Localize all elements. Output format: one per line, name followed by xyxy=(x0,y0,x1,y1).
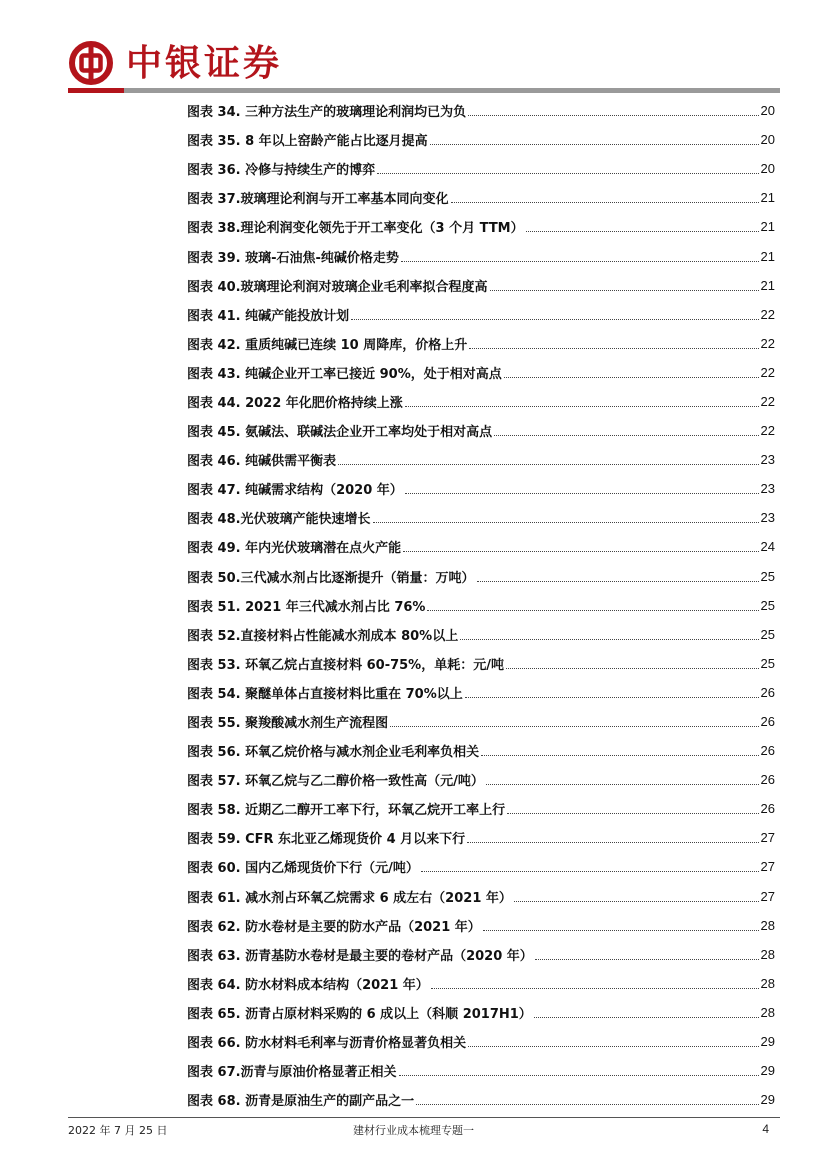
toc-entry-label[interactable]: 图表 56. 环氧乙烷价格与减水剂企业毛利率负相关 xyxy=(187,745,480,761)
toc-entry-page[interactable]: 29 xyxy=(760,1034,775,1050)
toc-entry-label[interactable]: 图表 50.三代减水剂占比逐渐提升（销量：万吨） xyxy=(187,570,475,586)
toc-entry-label[interactable]: 图表 44. 2022 年化肥价格持续上涨 xyxy=(187,395,403,411)
toc-entry[interactable] xyxy=(187,503,775,532)
toc-entry[interactable] xyxy=(187,882,775,911)
toc-dot-leader xyxy=(390,726,758,727)
toc-entry-page[interactable]: 27 xyxy=(760,859,775,875)
toc-entry[interactable] xyxy=(187,1056,775,1085)
toc-entry[interactable] xyxy=(187,1027,775,1056)
toc-dot-leader xyxy=(465,697,759,698)
toc-entry[interactable] xyxy=(187,794,775,823)
toc-dot-leader xyxy=(405,493,759,494)
toc-dot-leader xyxy=(483,930,759,931)
toc-dot-leader xyxy=(506,668,759,669)
toc-entry-label[interactable]: 图表 67.沥青与原油价格显著正相关 xyxy=(187,1065,397,1081)
toc-entry-label[interactable]: 图表 61. 减水剂占环氧乙烷需求 6 成左右（2021 年） xyxy=(187,890,512,906)
toc-entry-label[interactable]: 图表 40.玻璃理论利润对玻璃企业毛利率拟合程度高 xyxy=(187,279,488,295)
toc-entry-label[interactable]: 图表 63. 沥青基防水卷材是最主要的卷材产品（2020 年） xyxy=(187,948,533,964)
toc-entry[interactable] xyxy=(187,620,775,649)
toc-dot-leader xyxy=(526,231,759,232)
toc-entry-page[interactable]: 24 xyxy=(760,539,775,555)
toc-entry-label[interactable]: 图表 55. 聚羧酸减水剂生产流程图 xyxy=(187,716,389,732)
header-rule xyxy=(124,88,780,93)
toc-entry-page[interactable]: 26 xyxy=(760,684,775,700)
toc-entry-label[interactable]: 图表 66. 防水材料毛利率与沥青价格显著负相关 xyxy=(187,1036,467,1052)
toc-entry[interactable] xyxy=(187,271,775,300)
toc-entry-label[interactable]: 图表 48.光伏玻璃产能快速增长 xyxy=(187,512,371,528)
toc-dot-leader xyxy=(403,551,758,552)
toc-entry[interactable] xyxy=(187,183,775,212)
toc-dot-leader xyxy=(351,319,758,320)
toc-entry-label[interactable]: 图表 49. 年内光伏玻璃潜在点火产能 xyxy=(187,541,402,557)
footer-rule xyxy=(68,1117,780,1118)
toc-entry[interactable] xyxy=(187,154,775,183)
toc-entry-page[interactable]: 29 xyxy=(760,1092,775,1108)
toc-entry-label[interactable]: 图表 41. 纯碱产能投放计划 xyxy=(187,308,350,324)
toc-entry[interactable] xyxy=(187,852,775,881)
toc-dot-leader xyxy=(504,377,759,378)
toc-entry-label[interactable]: 图表 60. 国内乙烯现货价下行（元/吨） xyxy=(187,861,419,877)
toc-entry-label[interactable]: 图表 47. 纯碱需求结构（2020 年） xyxy=(187,483,403,499)
toc-entry-page[interactable]: 26 xyxy=(760,801,775,817)
toc-entry-page[interactable]: 21 xyxy=(760,248,775,264)
toc-entry-label[interactable]: 图表 62. 防水卷材是主要的防水产品（2021 年） xyxy=(187,919,481,935)
toc-entry-label[interactable]: 图表 39. 玻璃-石油焦-纯碱价格走势 xyxy=(187,250,399,266)
toc-entry[interactable] xyxy=(187,940,775,969)
toc-dot-leader xyxy=(430,144,759,145)
toc-dot-leader xyxy=(469,348,758,349)
toc-entry[interactable] xyxy=(187,591,775,620)
toc-entry-page[interactable]: 20 xyxy=(760,132,775,148)
toc-entry[interactable] xyxy=(187,736,775,765)
toc-dot-leader xyxy=(486,784,759,785)
toc-entry[interactable] xyxy=(187,329,775,358)
toc-entry[interactable] xyxy=(187,96,775,125)
toc-entry-page[interactable]: 25 xyxy=(760,597,775,613)
toc-entry-page[interactable]: 28 xyxy=(760,975,775,991)
toc-entry-page[interactable]: 21 xyxy=(760,277,775,293)
toc-dot-leader xyxy=(468,115,758,116)
toc-entry-label[interactable]: 图表 54. 聚醚单体占直接材料比重在 70%以上 xyxy=(187,686,463,702)
toc-entry[interactable] xyxy=(187,532,775,561)
footer-report-title: 建材行业成本梳理专题一 xyxy=(353,1124,474,1137)
toc-entry-label[interactable]: 图表 34. 三种方法生产的玻璃理论利润均已为负 xyxy=(187,105,467,121)
toc-entry-label[interactable]: 图表 45. 氨碱法、联碱法企业开工率均处于相对高点 xyxy=(187,425,493,441)
toc-entry-page[interactable]: 26 xyxy=(760,714,775,730)
table-of-figures xyxy=(187,96,775,1114)
toc-dot-leader xyxy=(481,755,758,756)
toc-entry[interactable] xyxy=(187,445,775,474)
toc-entry-page[interactable]: 20 xyxy=(760,161,775,177)
toc-entry-label[interactable]: 图表 59. CFR 东北亚乙烯现货价 4 月以来下行 xyxy=(187,832,466,848)
toc-entry-label[interactable]: 图表 36. 冷修与持续生产的博弈 xyxy=(187,163,376,179)
toc-entry[interactable] xyxy=(187,823,775,852)
toc-entry[interactable] xyxy=(187,125,775,154)
toc-entry[interactable] xyxy=(187,649,775,678)
toc-entry[interactable] xyxy=(187,1085,775,1114)
toc-entry[interactable] xyxy=(187,707,775,736)
toc-entry-label[interactable]: 图表 35. 8 年以上窑龄产能占比逐月提高 xyxy=(187,134,428,150)
toc-entry-page[interactable]: 22 xyxy=(760,393,775,409)
toc-dot-leader xyxy=(399,1075,759,1076)
toc-dot-leader xyxy=(373,522,759,523)
brand-name: 中银证券 xyxy=(126,42,283,84)
toc-dot-leader xyxy=(451,202,759,203)
toc-entry[interactable] xyxy=(187,562,775,591)
toc-entry-page[interactable]: 21 xyxy=(760,190,775,206)
toc-entry[interactable] xyxy=(187,358,775,387)
toc-entry-page[interactable]: 22 xyxy=(760,423,775,439)
toc-entry-page[interactable]: 25 xyxy=(760,655,775,671)
toc-entry-label[interactable]: 图表 43. 纯碱企业开工率已接近 90%，处于相对高点 xyxy=(187,366,502,382)
toc-entry-page[interactable]: 22 xyxy=(760,335,775,351)
toc-entry-page[interactable]: 28 xyxy=(760,917,775,933)
toc-entry[interactable] xyxy=(187,765,775,794)
toc-entry[interactable] xyxy=(187,241,775,270)
toc-entry-page[interactable]: 25 xyxy=(760,626,775,642)
toc-dot-leader xyxy=(514,901,759,902)
toc-entry-page[interactable]: 27 xyxy=(760,830,775,846)
toc-entry[interactable] xyxy=(187,387,775,416)
toc-dot-leader xyxy=(421,871,759,872)
toc-entry[interactable] xyxy=(187,474,775,503)
toc-dot-leader xyxy=(377,173,758,174)
toc-entry[interactable] xyxy=(187,998,775,1027)
toc-entry-page[interactable]: 23 xyxy=(760,510,775,526)
toc-dot-leader xyxy=(535,959,759,960)
toc-entry-page[interactable]: 22 xyxy=(760,306,775,322)
toc-dot-leader xyxy=(431,988,759,989)
toc-dot-leader xyxy=(507,813,758,814)
toc-entry-label[interactable]: 图表 51. 2021 年三代减水剂占比 76% xyxy=(187,599,426,615)
toc-dot-leader xyxy=(468,1046,758,1047)
toc-entry-page[interactable]: 21 xyxy=(760,219,775,235)
header-rule-accent xyxy=(68,88,124,93)
toc-entry-page[interactable]: 27 xyxy=(760,888,775,904)
toc-dot-leader xyxy=(427,610,758,611)
toc-entry-label[interactable]: 图表 68. 沥青是原油生产的副产品之一 xyxy=(187,1094,415,1110)
toc-entry-page[interactable]: 28 xyxy=(760,946,775,962)
toc-entry[interactable] xyxy=(187,911,775,940)
toc-entry-label[interactable]: 图表 65. 沥青占原材料采购的 6 成以上（科顺 2017H1） xyxy=(187,1006,532,1022)
toc-entry-label[interactable]: 图表 46. 纯碱供需平衡表 xyxy=(187,454,337,470)
toc-entry-page[interactable]: 22 xyxy=(760,364,775,380)
toc-dot-leader xyxy=(494,435,758,436)
toc-entry-label[interactable]: 图表 42. 重质纯碱已连续 10 周降库，价格上升 xyxy=(187,337,468,353)
toc-entry-label[interactable]: 图表 52.直接材料占性能减水剂成本 80%以上 xyxy=(187,628,459,644)
brand-logo xyxy=(68,38,282,88)
toc-dot-leader xyxy=(416,1104,758,1105)
toc-entry-page[interactable]: 26 xyxy=(760,743,775,759)
toc-entry[interactable] xyxy=(187,300,775,329)
toc-entry-page[interactable]: 28 xyxy=(760,1004,775,1020)
toc-entry-page[interactable]: 26 xyxy=(760,772,775,788)
toc-entry[interactable] xyxy=(187,212,775,241)
toc-entry-label[interactable]: 图表 38.理论利润变化领先于开工率变化（3 个月 TTM） xyxy=(187,221,524,237)
toc-dot-leader xyxy=(460,639,758,640)
toc-dot-leader xyxy=(467,842,758,843)
toc-entry-page[interactable]: 29 xyxy=(760,1063,775,1079)
bank-of-china-logo-icon xyxy=(68,40,114,86)
toc-dot-leader xyxy=(401,261,759,262)
footer-date: 2022 年 7 月 25 日 xyxy=(68,1124,168,1137)
toc-entry-page[interactable]: 23 xyxy=(760,452,775,468)
toc-entry[interactable] xyxy=(187,416,775,445)
toc-entry-label[interactable]: 图表 58. 近期乙二醇开工率下行，环氧乙烷开工率上行 xyxy=(187,803,506,819)
toc-entry-label[interactable]: 图表 37.玻璃理论利润与开工率基本同向变化 xyxy=(187,192,449,208)
toc-entry-label[interactable]: 图表 57. 环氧乙烷与乙二醇价格一致性高（元/吨） xyxy=(187,774,484,790)
footer-page-number: 4 xyxy=(762,1122,769,1136)
toc-entry-page[interactable]: 20 xyxy=(760,103,775,119)
toc-dot-leader xyxy=(534,1017,759,1018)
toc-dot-leader xyxy=(405,406,759,407)
toc-dot-leader xyxy=(490,290,759,291)
toc-dot-leader xyxy=(338,464,758,465)
toc-entry[interactable] xyxy=(187,678,775,707)
toc-dot-leader xyxy=(477,581,759,582)
toc-entry-page[interactable]: 25 xyxy=(760,568,775,584)
toc-entry-page[interactable]: 23 xyxy=(760,481,775,497)
toc-entry[interactable] xyxy=(187,969,775,998)
toc-entry-label[interactable]: 图表 64. 防水材料成本结构（2021 年） xyxy=(187,977,429,993)
toc-entry-label[interactable]: 图表 53. 环氧乙烷占直接材料 60-75%，单耗：元/吨 xyxy=(187,657,504,673)
